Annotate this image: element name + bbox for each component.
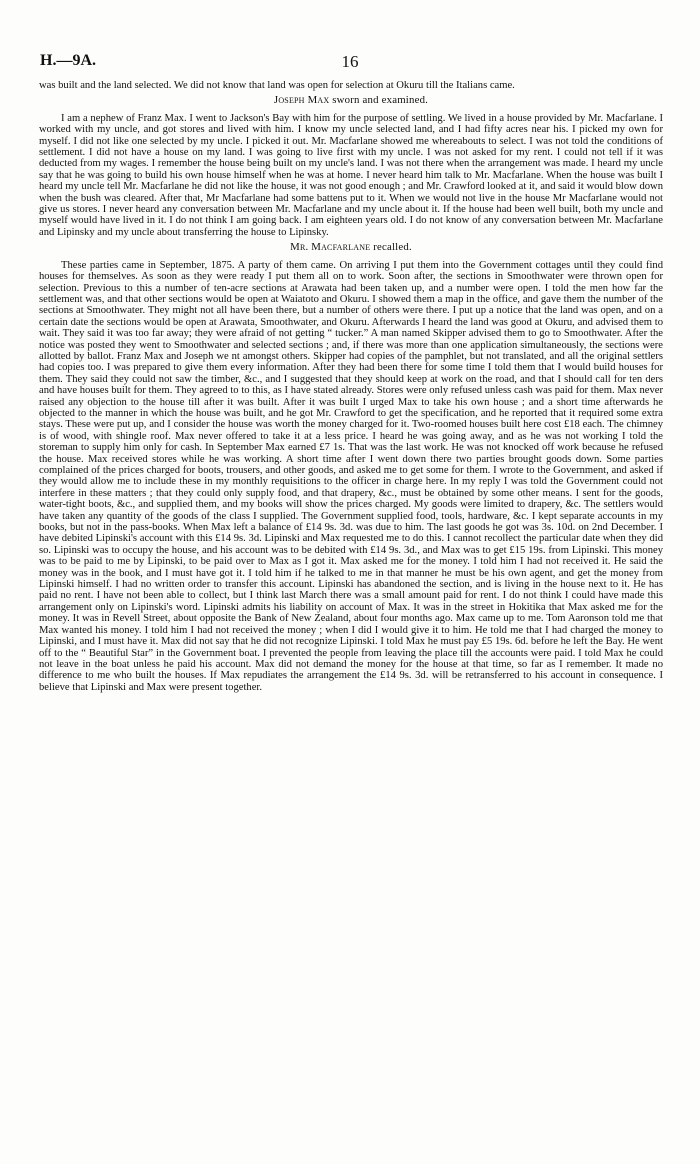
testimony-macfarlane: These parties came in September, 1875. A party of them came. On arriving I put them into the Government cottages until they could find houses for themselves. As soon as they were ready I put them all on to work. Soon after, the sections in Smoothwater were thrown open for selection. Previous to this a number of ten-acre sections at Arawata had been taken up, and a number were open. I told the men how far the settlement was, and that other sections would be open at Waiatoto and Okuru. I showed them a map in the office, and gave them the number of the sections at Smoothwater. They might not all have been there, but a number of others were there. I put up a notice that the land was open, and on a certain date the sections would be open at Arawata, Smoothwater, and Okuru. Afterwards I heard the land was good at Okuru, and advised them to wait. They said it was too far away; they were afraid of not getting “ tucker.” A man named Skipper advised them to go to Smoothwater. After the notice was posted they went to Smoothwater and selected sections ; and, if there was more than one application simultaneously, the sections were allotted by ballot. Franz Max and Joseph we nt amongst others. Skipper had copies of the pamphlet, but not translated, and all the original settlers had copies too. I was prepared to give them every information. After they had been there for some time I told them that I would build houses for them. They said they could not saw the timber, &c., and I suggested that they should keep at work on the road, and that I should call for ten ders and have houses built for them. They agreed to to this, as I have stated already. Stores were only refused unless cash was paid for them. Max never raised any objection to the house till after it was built. After it was built I urged Max to take his own house ; and a short time afterwards he objected to the manner in which the house was built, and he got Mr. Crawford to get the specification, and he reported that it required some extra stays. These were put up, and I consider the house was worth the money charged for it. Two-roomed houses built here cost £18 each. The chimney is of wood, with shingle roof. Max never offered to take it at a less price. I heard he was going away, and as he was not working I told the storeman to supply him only for cash. In September Max earned £7 1s. That was the last work. He was not knocked off work because he refused the house. Max received stores while he was working. A short time after I went down there two parties brought goods down. Some parties complained of the prices charged for boots, trousers, and other goods, and asked me to get some for them. I wrote to the Government, and asked if they would allow me to include these in my monthly requisitions to the officer in charge here. In my reply I was told the Government could not interfere in these matters ; that they could only supply food, and that drapery, &c., must be obtained by some other means. I sent for the goods, water-tight boots, &c., and supplied them, and my books will show the prices charged. My goods were limited to drapery, &c. The settlers would have taken any quantity of the goods of the class I supplied. The Government supplied food, tools, hardware, &c. I kept separate accounts in my books, but not in the pass-books. When Max left a balance of £14 9s. 3d. was due to him. The last goods he got was 3s. 10d. on 2nd December. I have debited Lipinski's account with this £14 9s. 3d. Lipinski and Max requested me to do this. I cannot recollect the particular date when they did so. Lipinski was to occupy the house, and his account was to be debited with £14 9s. 3d., and Max was to get £15 19s. from Lipinski. This money was to be paid to me by Lipinski, to be paid over to Max as I got it. Max asked me for the money. I told him I had not received it. He said the money was in the book, and I must have got it. I told him if he talked to me in that manner he must be his own agent, and get the money from Lipinski himself. I had no written order to transfer this account. Lipinski has abandoned the section, and is living in the house next to it. He has paid no rent. I have not been able to collect, but I think last March there was a small amount paid for rent. I do not think I could have made this arrangement only on Lipinski's word. Lipinski admits his liability on account of Max. It was in the street in Hokitika that Max asked me for the money. It was in Revell Street, about opposite the Bank of New Zealand, about four months ago. Max came up to me. Tom Aaronson told me that Max wanted his money. I told him I had not received the money ; when I did I would give it to him. He told me that I had charged the money to Lipinski, and I must have it. Max did not say that he did not recognize Lipinski. I told Max he must pay £5 19s. 6d. before he left the Bay. He went off to the “ Beautiful Star” in the Government boat. I prevented the people from leaving the place till the accounts were paid. I told Max he could not leave in the boat unless he paid his account. Max did not demand the money for the house at that time, so far as I remember. It made no difference to me who built the houses. If Max repudiates the arrangement the £14 9s. 3d. will be retransferred to his account in consequence. I believe that Lipinski and Max were present together. — [39, 259, 663, 693]
page-body — [39, 80, 663, 693]
continuation-paragraph: was built and the land selected. We did not know that land was open for selection at Okuru till the Italians came. — [39, 80, 515, 91]
testimony-joseph-max: I am a nephew of Franz Max. I went to Jackson's Bay with him for the purpose of settling. We lived in a house provided by Mr. Macfarlane. I worked with my uncle, and got stores and lived with him. I know my uncle selected land, and I had fifty acres near his. I picked my own for myself. I did not like one selected by my uncle. I picked it out. Mr. Macfarlane showed me whereabouts to select. I was not told the conditions of settlement. I did not have a house on my land. I was going to live first with my uncle. I was not asked for my rent. I could not tell if it was deducted from my wages. I remember the house being built on my uncle's land. I was not there when the arrangement was made. I heard my uncle say that he was going to build his own house himself when he was at home. I never heard him talk to Mr. Macfarlane. When the house was built I heard my uncle tell Mr. Macfarlane he did not like the house, it was not good enough ; and Mr. Crawford looked at it, and said it would blow down when the bush was cleared. After that, Mr Macfarlane had some battens put to it. When we would not live in the house Mr Macfarlane would not give us stores. I never heard any conversation between Mr. Macfarlane and my uncle about it. If the house had been well built, both my uncle and myself would have lived in it. I do not think I am going back. I am eighteen years old. I do not know of any conversation between Mr. Macfarlane and Lipinsky and my uncle about transferring the house to Lipinsky. — [39, 112, 663, 238]
witness-heading-macfarlane — [39, 242, 663, 253]
document-reference: H.—9A. — [40, 52, 96, 69]
witness-name: Joseph Max — [273, 94, 330, 107]
witness-status: recalled. — [370, 241, 412, 254]
witness-heading-joseph-max — [39, 95, 663, 106]
witness-status: sworn and examined. — [329, 94, 429, 107]
witness-name: Mr. Macfarlane — [290, 241, 371, 254]
page-number: 16 — [341, 52, 359, 71]
page-header — [40, 52, 660, 74]
